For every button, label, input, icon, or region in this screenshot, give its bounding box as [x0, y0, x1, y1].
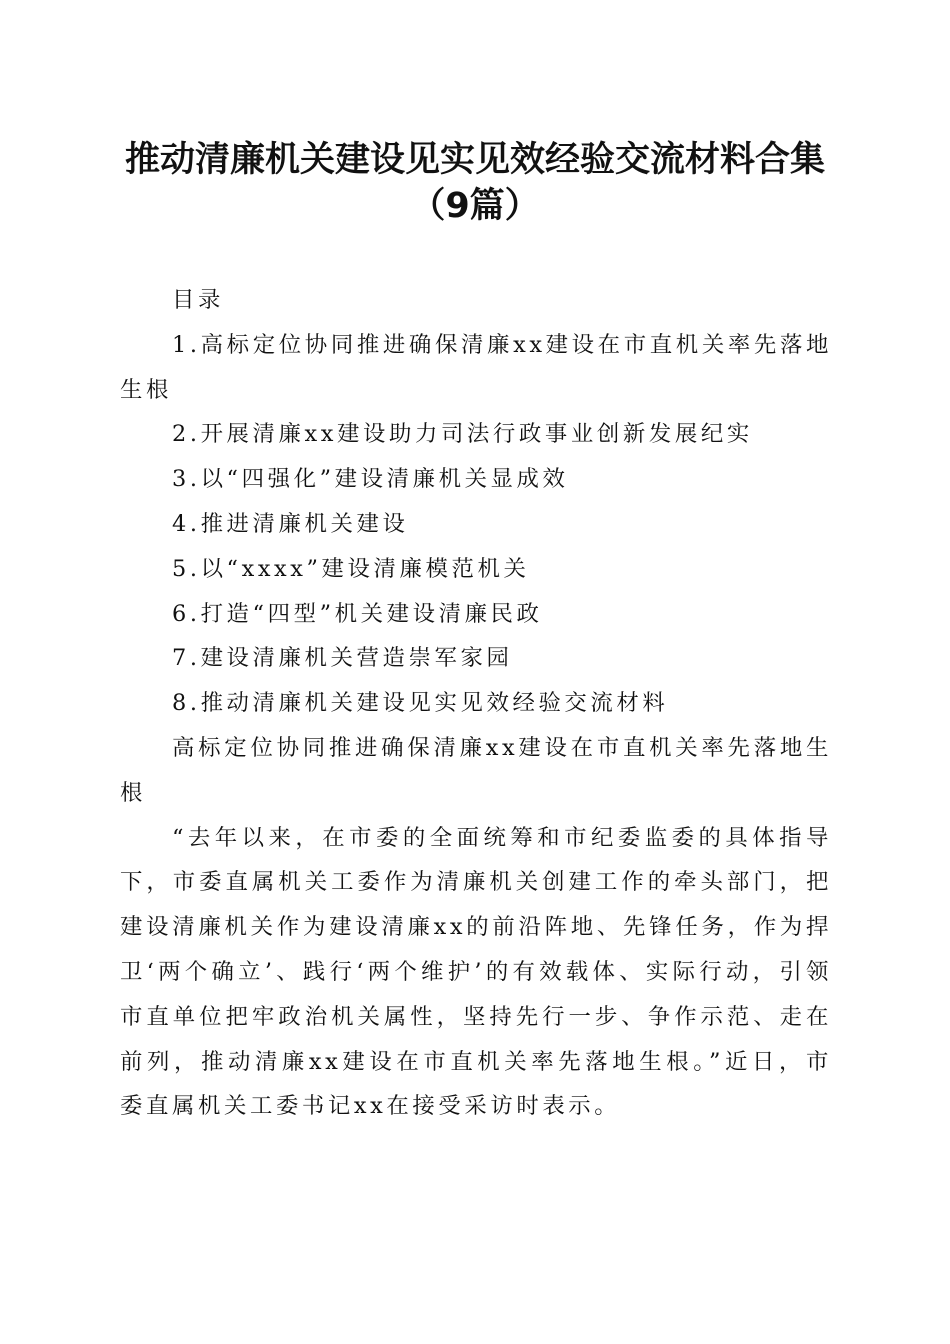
toc-item-5: 5.以“xxxx”建设清廉模范机关 [172, 555, 530, 582]
toc-item-4: 4.推进清廉机关建设 [172, 510, 409, 537]
toc-item-6: 6.打造“四型”机关建设清廉民政 [172, 600, 543, 627]
document-title: 推动清廉机关建设见实见效经验交流材料合集 [124, 140, 825, 180]
toc-heading: 目录 [172, 287, 224, 313]
toc-item-1: 1.高标定位协同推进确保清廉xx建设在市直机关率先落地生根 [120, 331, 832, 403]
toc-item-8: 8.推动清廉机关建设见实见效经验交流材料 [172, 690, 669, 717]
toc-item-3: 3.以“四强化”建设清廉机关显成效 [172, 466, 569, 493]
toc-item-7: 7.建设清廉机关营造崇军家园 [172, 645, 513, 672]
document-title-count: （9篇） [410, 186, 540, 226]
section-title: 高标定位协同推进确保清廉xx建设在市直机关率先落地生根 [120, 734, 832, 806]
toc-item-2: 2.开展清廉xx建设助力司法行政事业创新发展纪实 [172, 421, 753, 448]
body-paragraph: “去年以来，在市委的全面统筹和市纪委监委的具体指导下，市委直属机关工委作为清廉机关创建工作的牵头部门，把建设清廉机关作为建设清廉xx的前沿阵地、先锋任务，作为捍卫‘两个确立’、践行‘两个维护’的有效载体、实际行动，引领市直单位把牢政治机关属性，坚持先行一步、争作示范、走在前列，推动清廉xx建设在市直机关率先落地生根。”近日，市委直属机关工委书记xx在接受采访时表示。 [120, 824, 832, 1120]
document-body [120, 278, 832, 1129]
